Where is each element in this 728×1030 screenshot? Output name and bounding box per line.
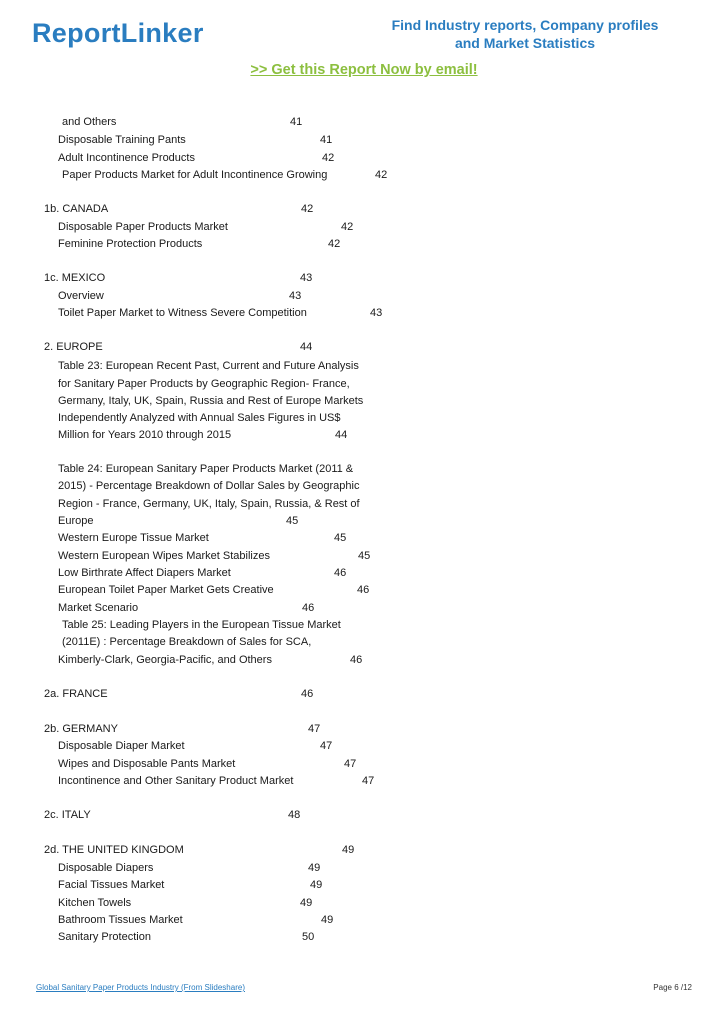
toc-entry-label: Facial Tissues Market [58, 879, 165, 891]
footer-page-number: Page 6 /12 [653, 983, 692, 992]
toc-entry-page: 46 [334, 567, 347, 579]
toc-entry-label: for Sanitary Paper Products by Geographic Region- France, [58, 378, 350, 390]
toc-entry-label: Disposable Diaper Market [58, 740, 185, 752]
toc-entry-page: 42 [328, 238, 341, 250]
toc-entry-page: 46 [301, 688, 314, 700]
toc-entry-label: Incontinence and Other Sanitary Product Market [58, 775, 294, 787]
toc-entry-page: 42 [375, 169, 388, 181]
toc-entry-label: European Toilet Paper Market Gets Creative [58, 584, 274, 596]
toc-entry-label: 2. EUROPE [44, 341, 103, 353]
toc-entry-label: Paper Products Market for Adult Incontinence Growing [62, 169, 328, 181]
toc-entry-page: 45 [358, 550, 371, 562]
toc-entry-page: 46 [302, 602, 315, 614]
toc-entry-label: Disposable Diapers [58, 862, 154, 874]
toc-entry-page: 42 [341, 221, 354, 233]
header-tagline [380, 16, 670, 52]
toc-entry-label: Adult Incontinence Products [58, 152, 195, 164]
reportlinker-logo[interactable]: ReportLinker [32, 18, 204, 48]
toc-entry-label: Europe [58, 515, 94, 527]
toc-entry-page: 47 [344, 758, 357, 770]
toc-entry-label: Disposable Training Pants [58, 134, 186, 146]
toc-entry-page: 46 [357, 584, 370, 596]
toc-entry-label: Region - France, Germany, UK, Italy, Spain, Russia, & Rest of [58, 498, 360, 510]
toc-entry-page: 49 [300, 897, 313, 909]
toc-entry-label: Western Europe Tissue Market [58, 532, 209, 544]
tagline-line-2: and Market Statistics [454, 35, 596, 51]
toc-entry-page: 47 [320, 740, 333, 752]
toc-entry-label: 1b. CANADA [44, 203, 109, 215]
toc-entry-label: Low Birthrate Affect Diapers Market [58, 567, 231, 579]
toc-entry-page: 49 [308, 862, 321, 874]
toc-entry-label: 2015) - Percentage Breakdown of Dollar Sales by Geographic [58, 480, 360, 492]
toc-entry-label: Million for Years 2010 through 2015 [58, 429, 232, 441]
toc-entry-label: Kitchen Towels [58, 897, 132, 909]
toc-entry-label: Kimberly-Clark, Georgia-Pacific, and Others [58, 654, 272, 666]
toc-entry-page: 47 [362, 775, 375, 787]
toc-entry-page: 43 [289, 290, 302, 302]
toc-entry-page: 48 [288, 809, 301, 821]
toc-entry-page: 44 [300, 341, 313, 353]
toc-entry-label: 2b. GERMANY [44, 723, 118, 735]
toc-entry-label: 2a. FRANCE [44, 688, 108, 700]
toc-entry-label: Western European Wipes Market Stabilizes [58, 550, 270, 562]
toc-entry-label: Sanitary Protection [58, 931, 151, 943]
toc-entry-page: 49 [342, 844, 355, 856]
toc-entry-page: 44 [335, 429, 348, 441]
toc-entry-label: 1c. MEXICO [44, 272, 106, 284]
toc-entry-label: Disposable Paper Products Market [58, 221, 228, 233]
toc-entry-page: 45 [286, 515, 299, 527]
toc-entry-page: 45 [334, 532, 347, 544]
toc-entry-page: 49 [310, 879, 323, 891]
toc-entry-label: Independently Analyzed with Annual Sales Figures in US$ [58, 412, 341, 424]
toc-entry-page: 47 [308, 723, 321, 735]
toc-entry-page: 41 [290, 116, 303, 128]
toc-entry-label: 2c. ITALY [44, 809, 91, 821]
toc-entry-page: 50 [302, 931, 315, 943]
toc-entry-label: Feminine Protection Products [58, 238, 203, 250]
toc-entry-page: 42 [322, 152, 335, 164]
toc-entry-label: Market Scenario [58, 602, 139, 614]
toc-entry-label: Table 25: Leading Players in the European Tissue Market [62, 619, 341, 631]
toc-entry-label: Toilet Paper Market to Witness Severe Competition [58, 307, 307, 319]
toc-entry-label: Table 24: European Sanitary Paper Products Market (2011 & [58, 463, 354, 475]
toc-entry-label: Overview [58, 290, 104, 302]
toc-entry-label: 2d. THE UNITED KINGDOM [44, 844, 184, 856]
toc-entry-page: 41 [320, 134, 333, 146]
toc-entry-label: Germany, Italy, UK, Spain, Russia and Rest of Europe Markets [58, 395, 364, 407]
toc-entry-label: Wipes and Disposable Pants Market [58, 758, 236, 770]
toc-entry-label: and Others [62, 116, 117, 128]
toc-entry-page: 43 [300, 272, 313, 284]
toc-entry-label: (2011E) : Percentage Breakdown of Sales for SCA, [62, 636, 312, 648]
footer-source-link[interactable]: Global Sanitary Paper Products Industry (From Slideshare) [36, 983, 245, 992]
toc-entry-page: 43 [370, 307, 383, 319]
toc-entry-label: Table 23: European Recent Past, Current and Future Analysis [58, 360, 359, 372]
toc-entry-page: 42 [301, 203, 314, 215]
tagline-line-1: Find Industry reports, Company profiles [391, 17, 659, 33]
get-report-link[interactable]: >> Get this Report Now by email! [250, 62, 478, 78]
toc-entry-page: 49 [321, 914, 334, 926]
toc-entry-page: 46 [350, 654, 363, 666]
toc-entry-label: Bathroom Tissues Market [58, 914, 183, 926]
